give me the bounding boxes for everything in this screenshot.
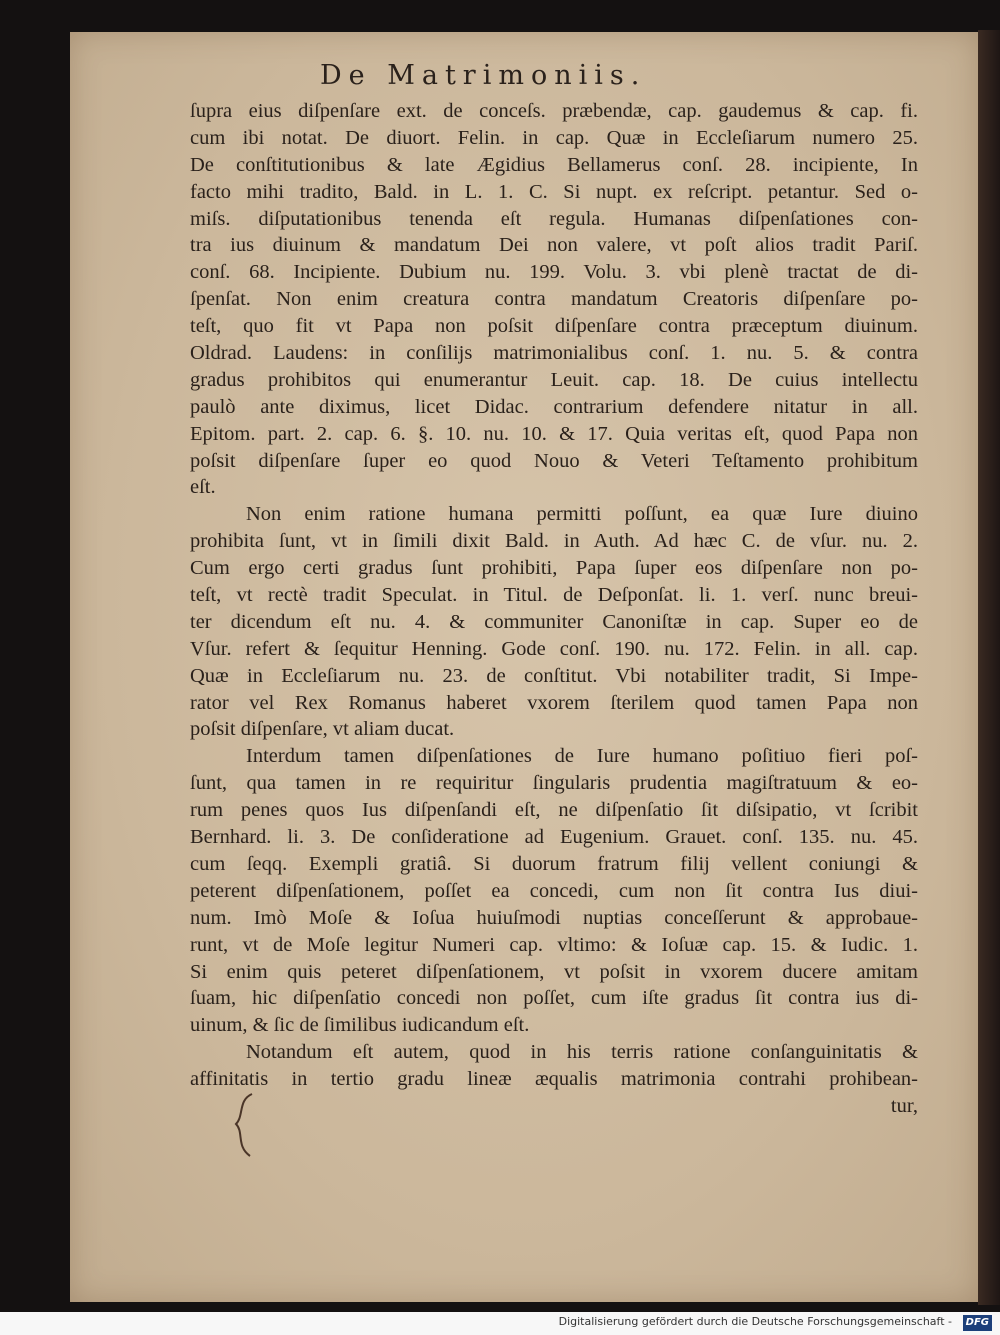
text-line: ter dicendum eſt nu. 4. & communiter Canoniſtæ in cap. Super eo de <box>190 610 918 633</box>
text-line: prohibita ſunt, vt in ſimili dixit Bald. in Auth. Ad hæc C. de vſur. nu. 2. <box>190 530 918 553</box>
text-line: cum ſeqq. Exempli gratiâ. Si duorum fratrum filij vellent coniungi & <box>190 852 918 875</box>
text-line: eſt. <box>190 476 216 499</box>
text-line: ſuam, hic diſpenſatio concedi non poſſet, cum iſte gradus ſit contra ius di- <box>190 987 918 1010</box>
text-line: Epitom. part. 2. cap. 6. §. 10. nu. 10. & 17. Quia veritas eſt, quod Papa non <box>190 422 918 445</box>
text-line: teſt, quo fit vt Papa non poſsit diſpenſare contra præceptum diuinum. <box>190 315 918 338</box>
text-line: cum ibi notat. De diuort. Felin. in cap. Quæ in Eccleſiarum numero 25. <box>190 126 918 149</box>
text-line: Cum ergo certi gradus ſunt prohibiti, Papa ſuper eos diſpenſare non po- <box>190 557 918 580</box>
text-line: uinum, & ſic de ſimilibus iudicandum eſt. <box>190 1014 530 1037</box>
text-line: Bernhard. li. 3. De conſideratione ad Eugenium. Grauet. conſ. 135. nu. 45. <box>190 826 918 849</box>
text-line: rator vel Rex Romanus haberet vxorem ſterilem quod tamen Papa non <box>190 691 918 714</box>
text-line: Non enim ratione humana permitti poſſunt, ea quæ Iure diuino <box>246 503 918 526</box>
dfg-logo-icon: DFG <box>963 1315 992 1331</box>
text-line: facto mihi tradito, Bald. in L. 1. C. Si nupt. ex reſcript. petantur. Sed o- <box>190 180 918 203</box>
text-line: Si enim quis peteret diſpenſationem, vt poſsit in vxorem ducere amitam <box>190 960 918 983</box>
text-line: Vſur. refert & ſequitur Henning. Gode conſ. 190. nu. 172. Felin. in all. cap. <box>190 637 918 660</box>
text-line: runt, vt de Moſe legitur Numeri cap. vltimo: & Ioſuæ cap. 15. & Iudic. 1. <box>190 933 918 956</box>
text-line: conſ. 68. Incipiente. Dubium nu. 199. Volu. 3. vbi plenè tractat de di- <box>190 261 918 284</box>
text-line: poſsit diſpenſare, vt aliam ducat. <box>190 718 455 741</box>
text-line: peterent diſpenſationem, poſſet ea concedi, cum non ſit contra Ius diui- <box>190 879 918 902</box>
text-line: num. Imò Moſe & Ioſua huiuſmodi nuptias conceſſerunt & approbaue- <box>190 906 918 929</box>
text-line: ſupra eius diſpenſare ext. de conceſs. præbendæ, cap. gaudemus & cap. fi. <box>190 100 918 122</box>
text-line: Oldrad. Laudens: in conſilijs matrimonialibus conſ. 1. nu. 5. & contra <box>190 342 918 365</box>
text-line: ſunt, qua tamen in re requiritur ſingularis prudentia magiſtratuum & eo- <box>190 772 918 795</box>
marginal-brace-mark <box>228 1090 258 1160</box>
text-line: Notandum eſt autem, quod in his terris ratione conſanguinitatis & <box>246 1041 918 1064</box>
text-line: miſs. diſputationibus tenenda eſt regula. Humanas diſpenſationes con- <box>190 207 918 230</box>
text-line: ſpenſat. Non enim creatura contra mandatum Creatoris diſpenſare po- <box>190 288 918 311</box>
text-line: poſsit diſpenſare ſuper eo quod Nouo & Veteri Teſtamento prohibitum <box>190 449 918 472</box>
text-line: teſt, vt rectè tradit Speculat. in Titul. de Deſponſat. li. 1. verſ. nunc breui- <box>190 584 918 607</box>
text-line: Quæ in Eccleſiarum nu. 23. de conſtitut. Vbi notabiliter tradit, Si Impe- <box>190 664 918 687</box>
text-line: affinitatis in tertio gradu lineæ æqualis matrimonia contrahi prohibean- <box>190 1068 918 1091</box>
text-line: rum penes quos Ius diſpenſandi eſt, ne diſpenſatio ſit diſsipatio, vt ſcribit <box>190 799 918 822</box>
text-line: tra ius diuinum & mandatum Dei non valere, vt poſt alios tradit Pariſ. <box>190 234 918 257</box>
text-line: De conſtitutionibus & late Ægidius Bellamerus conſ. 28. incipiente, In <box>190 153 918 176</box>
text-line: paulò ante diximus, licet Didac. contrarium defendere nitatur in all. <box>190 395 918 418</box>
page-body-text <box>190 98 918 1120</box>
digitization-footer <box>0 1312 1000 1335</box>
text-line: Interdum tamen diſpenſationes de Iure humano poſitiuo fieri poſ- <box>246 745 918 768</box>
running-head: De Matrimoniis. <box>320 60 647 91</box>
page-edge-shadow <box>978 30 1000 1305</box>
catchword: tur, <box>890 1094 918 1117</box>
text-line: gradus prohibitos qui enumerantur Leuit. cap. 18. De cuius intellectu <box>190 368 918 391</box>
funding-credit: Digitalisierung gefördert durch die Deutsche Forschungsgemeinschaft - <box>558 1315 952 1328</box>
